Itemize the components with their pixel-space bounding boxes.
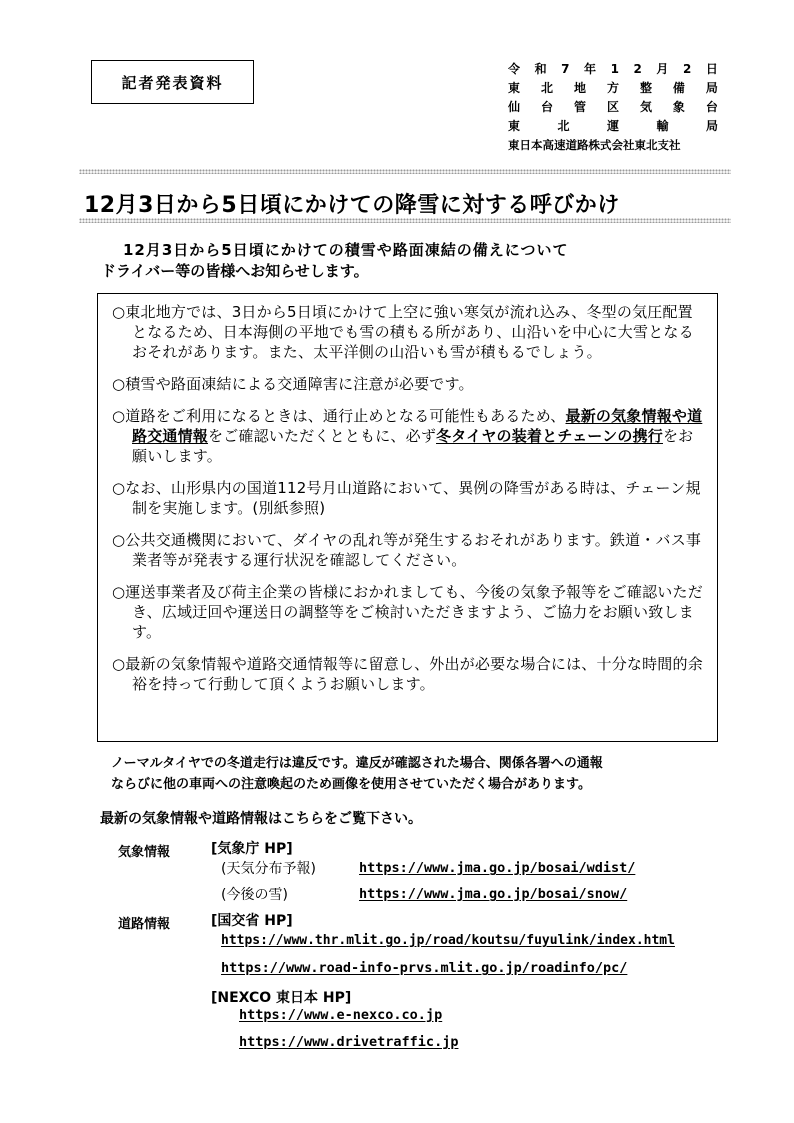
issuer-block [508,60,718,155]
notice-emphasis-latest-info: 最新の気象情報や道路交通情報 [132,407,703,445]
notice-emphasis-winter-tires: 冬タイヤの装着とチェーンの携行 [436,427,663,445]
notice-item-text: ○公共交通機関において、ダイヤの乱れ等が発生するおそれがあります。鉄道・バス事業者等が発表する運行状況を確認してください。 [112,531,702,569]
notice-item-chain-regulation [112,478,705,518]
warning-line-2: ならびに他の車両への注意喚起のため画像を使用させていただく場合があります。 [111,777,591,792]
weather-distribution-label: (天気分布予報) [221,861,316,877]
header-char: 気 [639,100,652,114]
jma-wdist-link[interactable]: https://www.jma.go.jp/bosai/wdist/ [359,860,636,876]
notice-road-use-part-3: をお願いします。 [132,427,694,465]
header-char: 台 [540,100,553,114]
header-char: 方 [606,81,619,95]
header-char: 局 [705,81,718,95]
header-char: 北 [557,119,570,133]
header-char: 区 [606,100,619,114]
header-char: 管 [573,100,586,114]
warning-line-1: ノーマルタイヤでの冬道走行は違反です。違反が確認された場合、関係各署への通報 [111,756,603,771]
notice-item-public-transport [112,530,705,570]
notice-item-cold-air [112,302,705,362]
header-char: 2 [682,62,692,76]
notice-item-text: ○なお、山形県内の国道112号月山道路において、異例の降雪がある時は、チェーン規制を実施します。(別紙参照) [112,479,701,517]
intro-text [101,240,721,282]
header-char: 月 [656,62,669,76]
page-title: 12月3日から5日頃にかけての降雪に対する呼びかけ [84,193,620,218]
notice-item-text: ○積雪や路面凍結による交通障害に注意が必要です。 [112,375,474,393]
notice-road-use-part-1: ○道路をご利用になるときは、通行止めとなる可能性もあるため、 [112,407,566,425]
e-nexco-link[interactable]: https://www.e-nexco.co.jp [239,1007,443,1023]
links-heading: 最新の気象情報や道路情報はこちらをご覧下さい。 [100,811,422,827]
notice-item-time-margin [112,654,705,694]
press-release-label [91,60,254,104]
notice-item-text [112,406,705,466]
header-char: 局 [705,119,718,133]
header-char: 象 [672,100,685,114]
notice-item-road-use [112,406,705,466]
header-char: 年 [584,62,597,76]
road-info-prvs-link[interactable]: https://www.road-info-prvs.mlit.go.jp/roadinfo/pc/ [221,960,628,976]
notice-item-text: ○最新の気象情報や道路交通情報等に留意し、外出が必要な場合には、十分な時間的余裕を持って行動して頂くようお願いします。 [112,655,703,693]
header-char: 東 [508,119,521,133]
notice-item-logistics [112,582,705,642]
jma-snow-link[interactable]: https://www.jma.go.jp/bosai/snow/ [359,886,628,902]
notice-box [97,293,718,742]
issuer-nexco-east-tohoku: 東日本高速道路株式会社東北支社 [508,138,681,152]
header-char: 北 [540,81,553,95]
header-char: 令 [508,62,521,76]
notice-item-text: ○運送事業者及び荷主企業の皆様におかれましても、今後の気象予報等をご確認いただき、広域迂回や運送日の調整等をご検討いただきますよう、ご協力をお願い致します。 [112,583,703,641]
issuer-tohoku-regional-bureau [508,79,718,98]
header-char: 地 [573,81,586,95]
intro-line-2: ドライバー等の皆様へお知らせします。 [101,262,369,280]
mlit-fuyulink-link[interactable]: https://www.thr.mlit.go.jp/road/koutsu/fuyulink/index.html [221,933,675,948]
press-release-text: 記者発表資料 [121,73,224,92]
issue-date [508,60,718,79]
title-divider-top [79,169,731,174]
road-info-label: 道路情報 [118,917,171,932]
header-char: 台 [705,100,718,114]
header-char: 仙 [508,100,521,114]
weather-info-label: 気象情報 [118,845,171,860]
future-snow-label: (今後の雪) [221,887,288,903]
drivetraffic-link[interactable]: https://www.drivetraffic.jp [239,1034,459,1050]
mlit-source-label: [国交省 HP] [211,913,293,929]
notice-road-use-part-2: をご確認いただくとともに、必ず [208,427,437,445]
issuer-tohoku-transport-bureau [508,117,718,136]
nexco-source-label: [NEXCO 東日本 HP] [211,990,352,1006]
jma-source-label: [気象庁 HP] [211,841,293,857]
header-char: 備 [672,81,685,95]
header-char: 東 [508,81,521,95]
issuer-sendai-meteorological-observatory [508,98,718,117]
header-char: 和 [534,62,547,76]
header-char: 日 [705,62,718,76]
intro-line-1: 12月3日から5日頃にかけての積雪や路面凍結の備えについて [123,241,569,259]
header-char: 整 [639,81,652,95]
header-char: 輸 [656,119,669,133]
header-char: 運 [606,119,619,133]
normal-tire-warning [111,753,721,795]
notice-item-text: ○東北地方では、3日から5日頃にかけて上空に強い寒気が流れ込み、冬型の気圧配置となるため、日本海側の平地でも雪の積もる所があり、山沿いを中心に大雪となるおそれがあります。また、太平洋側の山沿いも雪が積もるでしょう。 [112,303,694,361]
title-divider-bottom [79,218,731,223]
notice-item-traffic-hazard [112,374,705,394]
header-char: 2 [633,62,642,76]
header-char: 7 [561,62,570,76]
header-char: 1 [610,62,619,76]
